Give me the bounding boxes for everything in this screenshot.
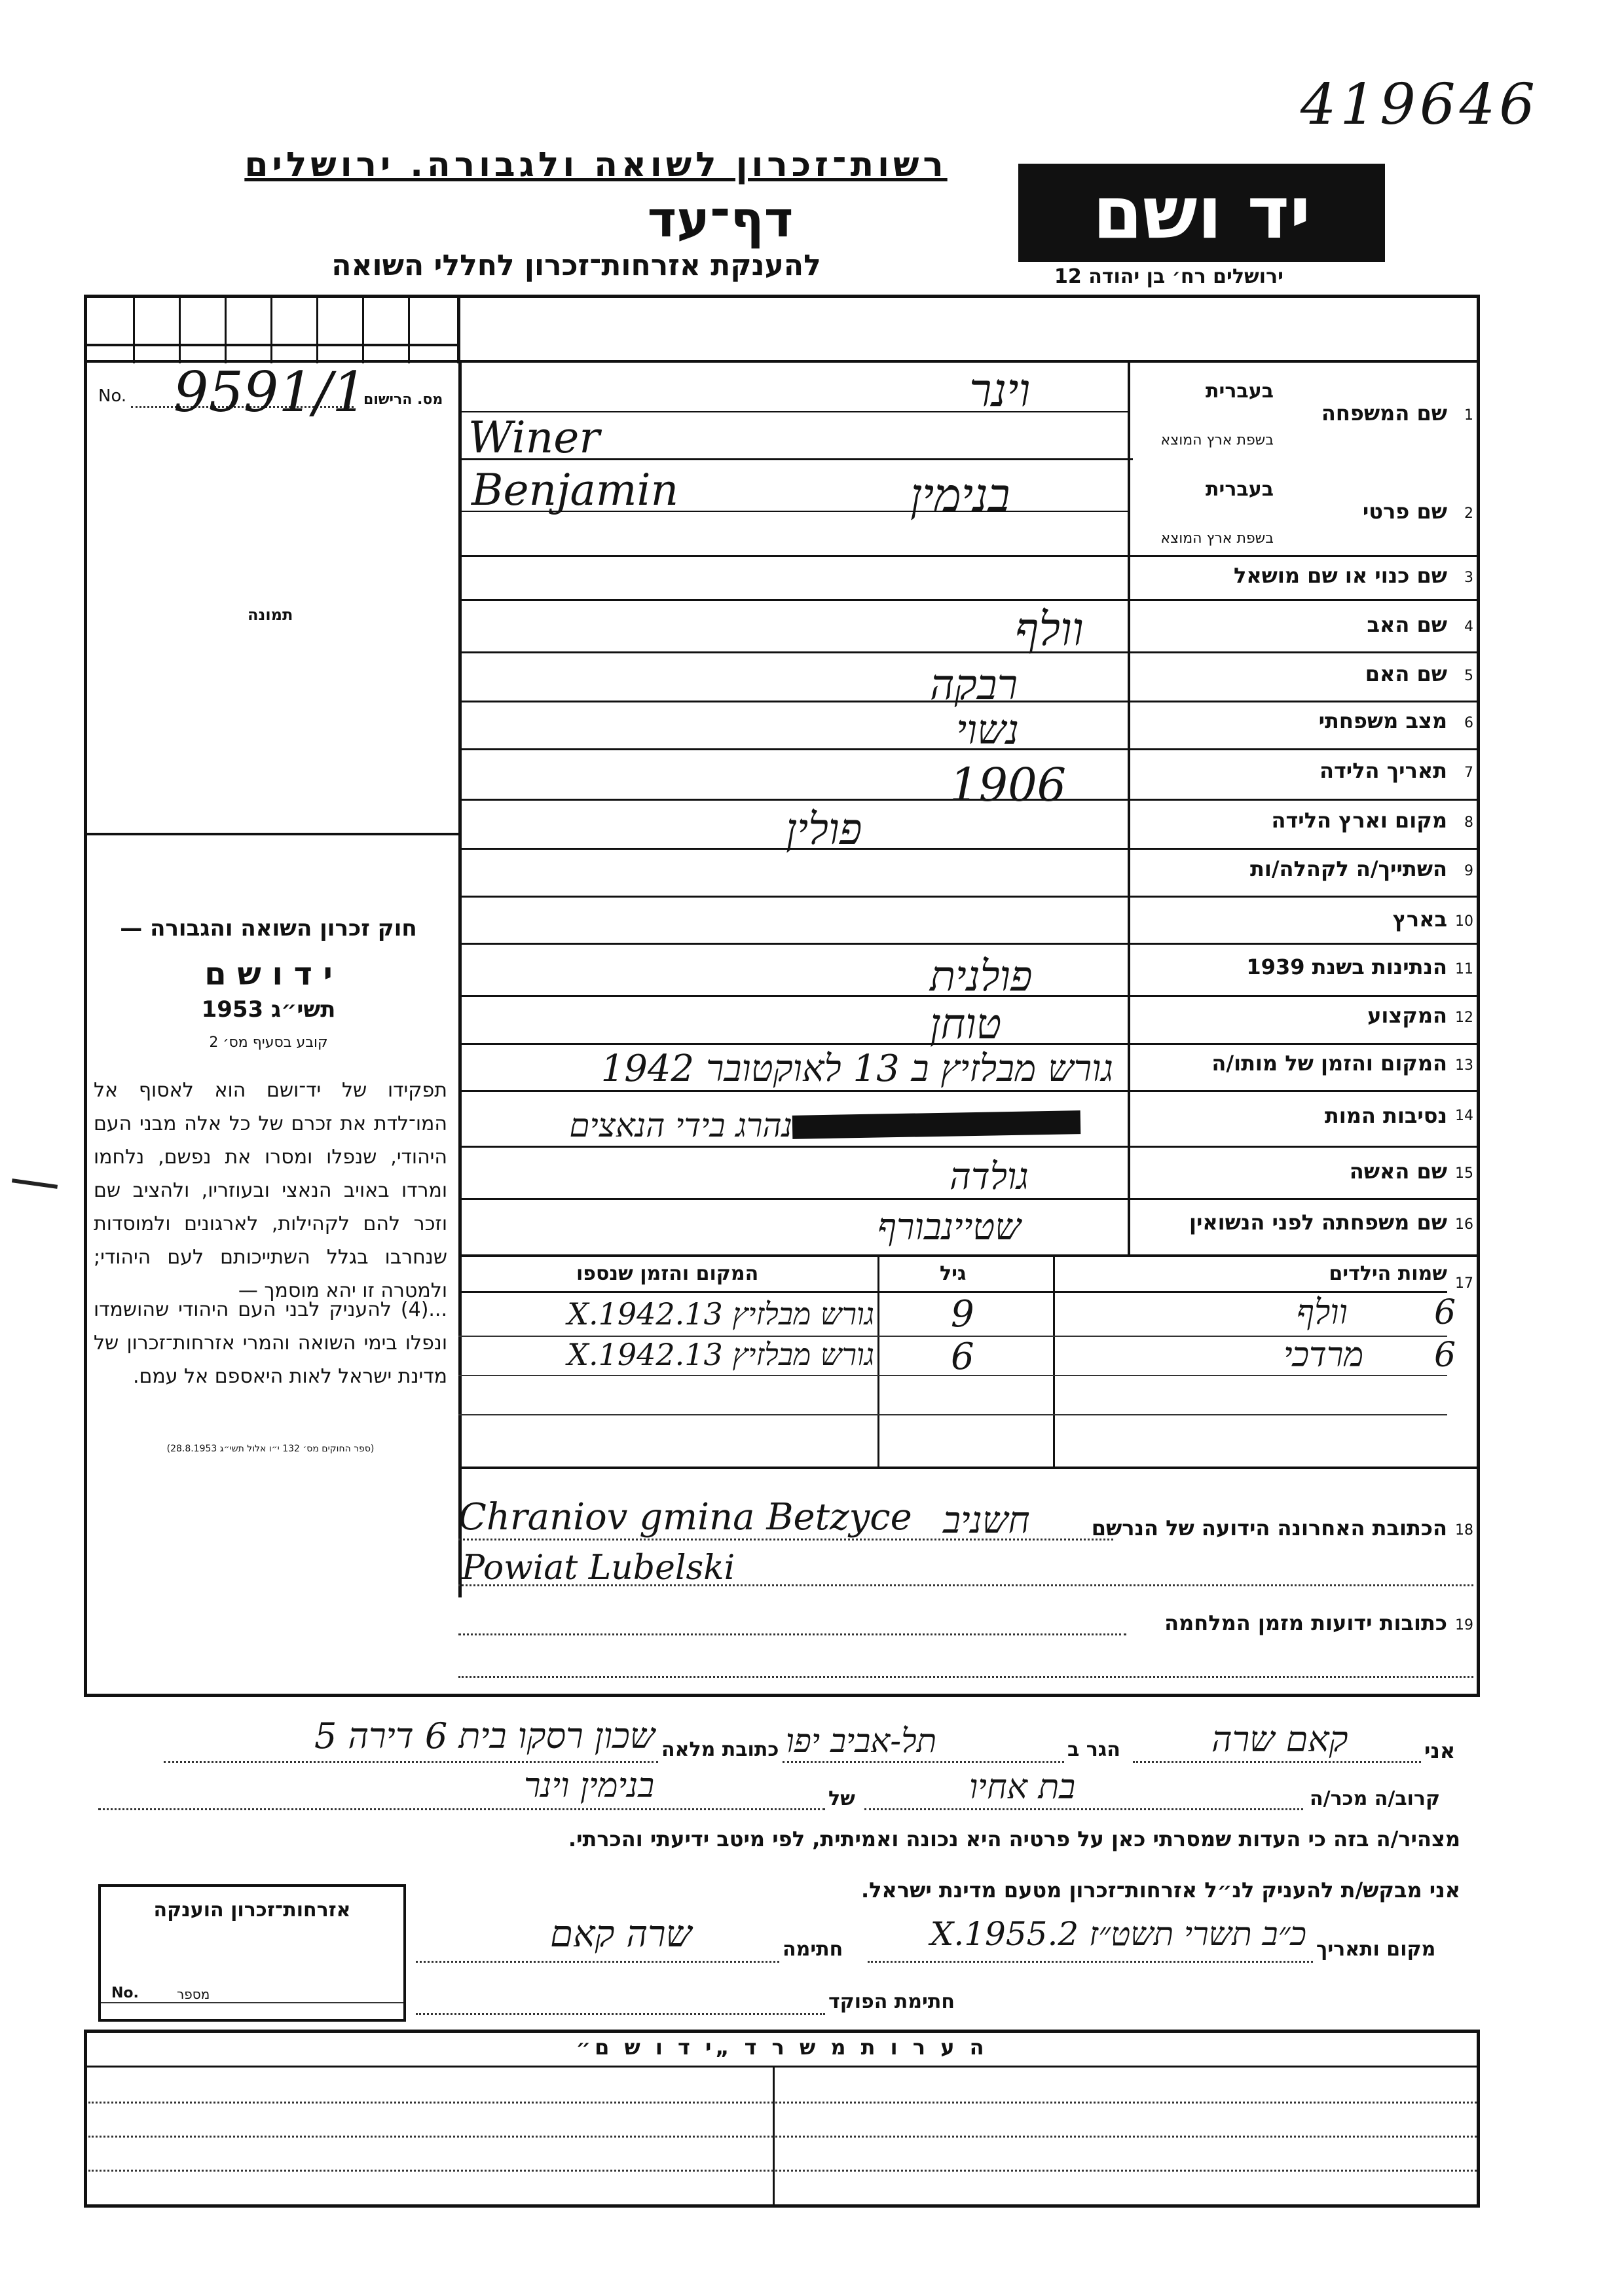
declarant-city: תל-אביב יפו <box>786 1722 937 1760</box>
relation-line <box>864 1808 1303 1810</box>
label-children: שמות הילדים <box>1329 1262 1447 1285</box>
of-name-line <box>98 1808 825 1810</box>
row-number-5: 5 <box>1464 668 1473 684</box>
label-country: בארץ <box>1392 907 1447 932</box>
row-line-14 <box>458 1146 1477 1148</box>
address-line: ירושלים רח׳ בן יהודה 12 <box>1054 265 1283 288</box>
row-line-15 <box>458 1198 1477 1200</box>
value-first-he: בנימין <box>910 468 1010 522</box>
value-death: גורש מבלזיץ ב 13 לאוקטובר 1942 <box>600 1048 1113 1090</box>
value-circumstances: נהרג בידי הנאצים <box>569 1106 792 1144</box>
law-paragraph-1: תפקידו של יד־ושם הוא לאסוף אל המו־לדת את זכרם של כל אלה מבני העם היהודי, שנפלו ומסרו את נפשם, נלחמו ומרדו באויב הנאצי ובעוזריו, ולהציב שם וזכר להם לקהילות, לארגונים ולמוסדות שנחרבו בגלל השתייכותם לעם היהודי; ולמטרה זו יהא מוסמך — <box>94 1079 447 1302</box>
label-first-name: שם פרטי <box>1362 499 1447 524</box>
redaction-mark <box>792 1110 1081 1139</box>
child-2-place: גורש מבלזיץ 13.X.1942 <box>567 1337 874 1372</box>
row-number-15: 15 <box>1455 1165 1473 1182</box>
row-number-7: 7 <box>1464 765 1473 781</box>
relative-label: קרוב/ה מכר/ה <box>1310 1787 1441 1810</box>
label-community: השתייך/ה לקהלה/ות <box>1249 856 1447 881</box>
form-title: דף־עד <box>647 190 794 248</box>
no-label: No. <box>98 386 127 406</box>
officer-signature-line <box>416 2013 825 2015</box>
row-line-4 <box>458 651 1477 653</box>
granted-title: אזרחות־זכרון הוענקה <box>153 1899 351 1922</box>
office-notes-header-line <box>87 2066 1477 2068</box>
label-circumstances: נסיבות המות <box>1324 1103 1447 1128</box>
child-2-name: מרדכי <box>1283 1336 1364 1375</box>
child-1-index: 6 <box>1434 1293 1456 1332</box>
child-1-place: גורש מבלזיץ 13.X.1942 <box>567 1296 874 1332</box>
declarant-name-line <box>1133 1761 1421 1763</box>
value-address-origin-2: Powiat Lubelski <box>462 1548 735 1588</box>
war-address-line-1 <box>458 1633 1126 1635</box>
label-origin-lang-2: בשפת ארץ המוצא <box>1160 530 1274 547</box>
left-column-divider <box>458 360 462 1597</box>
label-origin-lang-1: בשפת ארץ המוצא <box>1160 432 1274 448</box>
signature-value: שרה קאם <box>550 1913 692 1956</box>
row-line-3 <box>458 599 1477 601</box>
label-father: שם האב <box>1367 612 1447 637</box>
label-in-hebrew-2: בעברית <box>1206 478 1274 501</box>
row-number-13: 13 <box>1455 1057 1473 1074</box>
value-surname-he: וינר <box>969 363 1031 417</box>
label-nickname: שם כנוי או שם מושאל <box>1233 563 1447 588</box>
granted-number-label: מספר <box>177 1986 210 2002</box>
value-birth-date: 1906 <box>950 758 1067 812</box>
declarant-city-line <box>783 1761 1064 1763</box>
photo-label: תמונה <box>248 606 293 624</box>
value-father: וולף <box>1015 602 1084 656</box>
war-address-line-2 <box>458 1676 1473 1678</box>
label-children-age: גיל <box>940 1262 967 1285</box>
margin-mark <box>12 1178 58 1189</box>
label-wife-maiden: שם משפחתה לפני הנשואין <box>1189 1210 1447 1235</box>
law-reference: (ספר החוקים מס׳ 132 י״ו אלול תשי״ג 28.8.1953) <box>166 1444 375 1454</box>
granted-no-label: No. <box>111 1985 139 2001</box>
label-birth-place: מקום וארץ הלידה <box>1271 808 1447 833</box>
label-war-addresses: כתובות ידועות מזמן המלחמה <box>1164 1611 1447 1635</box>
row-number-18: 18 <box>1455 1522 1473 1539</box>
signature-label: חתימה <box>783 1938 843 1961</box>
value-wife: גולדה <box>950 1156 1029 1198</box>
place-date-label: מקום ותאריך <box>1316 1938 1436 1961</box>
label-wife: שם האשה <box>1349 1159 1447 1184</box>
row-number-3: 3 <box>1464 570 1473 586</box>
officer-signature-label: חתימת הפוקד <box>828 1990 955 2013</box>
document-number: 419646 <box>1300 72 1539 137</box>
row-number-10: 10 <box>1455 913 1473 930</box>
label-death: המקום והזמן של מותו/ה <box>1211 1051 1447 1076</box>
value-address-he: חשניב <box>943 1499 1030 1542</box>
law-section: קובע בסעיף מס׳ 2 <box>209 1034 328 1051</box>
row-number-9: 9 <box>1464 863 1473 879</box>
authority-line: רשות־זכרון לשואה ולגבורה. ירושלים <box>244 145 948 185</box>
value-address-origin-1: Chraniov gmina Betzyce <box>458 1496 912 1539</box>
child-2-age: 6 <box>951 1336 974 1378</box>
label-birth-date: תאריך הלידה <box>1319 758 1447 783</box>
row-number-17: 17 <box>1455 1275 1473 1292</box>
full-address-label: כתובת מלאה <box>661 1738 779 1761</box>
row-number-8: 8 <box>1464 814 1473 831</box>
full-address-value: שכון רסקו בית 6 דירה 5 <box>314 1715 655 1757</box>
declarant-resides: הגר ב <box>1067 1738 1120 1761</box>
place-date-line <box>868 1961 1313 1963</box>
photo-box-bottom <box>87 833 458 835</box>
value-profession: טוחן <box>930 1000 1002 1049</box>
label-children-place: המקום והזמן שנספו <box>576 1262 759 1285</box>
children-col-divider-2 <box>1053 1257 1055 1467</box>
signature-line <box>416 1961 779 1963</box>
declarant-ani: אני <box>1424 1738 1456 1763</box>
label-column-divider <box>1128 360 1130 1257</box>
office-notes-title: ה ע ר ו ת מ ש ר ד „י ד ו ש ם״ <box>576 2035 988 2060</box>
child-1-name: וולף <box>1297 1293 1348 1332</box>
of-name-value: בנימין וינר <box>524 1766 655 1806</box>
value-surname-origin: Winer <box>468 412 600 463</box>
law-year: תשי״ג 1953 <box>201 996 336 1023</box>
value-mother: רבקה <box>930 661 1018 710</box>
children-bottom-line <box>458 1467 1477 1469</box>
request-text: אני מבקש/ת להעניק לנ״ל אזרחות־זכרון מטעם מדינת ישראל. <box>861 1878 1460 1903</box>
office-notes-line-1 <box>88 2102 1477 2104</box>
value-first-origin: Benjamin <box>471 465 679 515</box>
label-citizenship-1939: הנתינות בשנת 1939 <box>1246 955 1447 979</box>
child-1-age: 9 <box>951 1293 974 1336</box>
relation-value: בת אחיו <box>969 1768 1076 1807</box>
value-marital: נשוי <box>956 706 1020 754</box>
law-heading: חוק זכרון השואה והגבורה — <box>120 915 417 941</box>
reg-label: מס. הרישום <box>363 392 443 408</box>
declaration-text: מצהיר/ה בזה כי העדות שמסרתי כאן על פרטיה היא נכונה ואמיתית, לפי מיטב ידיעתי והכרתי. <box>568 1827 1460 1851</box>
row-number-11: 11 <box>1455 961 1473 977</box>
row-number-6: 6 <box>1464 715 1473 731</box>
child-2-index: 6 <box>1434 1336 1456 1375</box>
value-wife-maiden: שטיינבורף <box>877 1206 1021 1248</box>
granted-inner-line <box>101 2002 403 2003</box>
full-address-line <box>164 1761 658 1763</box>
office-notes-line-2 <box>88 2136 1477 2138</box>
row-number-19: 19 <box>1455 1617 1473 1633</box>
row-number-1: 1 <box>1464 407 1473 424</box>
row-line-8 <box>458 848 1477 850</box>
row-line-10 <box>458 943 1477 945</box>
office-notes-line-3 <box>88 2170 1477 2172</box>
row-line-9 <box>458 896 1477 898</box>
row-number-2: 2 <box>1464 505 1473 522</box>
label-in-hebrew-1: בעברית <box>1206 380 1274 403</box>
label-surname: שם המשפחה <box>1321 401 1447 426</box>
value-citizenship: פולנית <box>930 953 1033 1001</box>
place-date-value: כ״ב תשרי תשט״ז 2.X.1955 <box>930 1915 1306 1953</box>
yad-vashem-logo: יד ושם <box>1018 164 1385 262</box>
office-notes-divider <box>773 2066 775 2204</box>
registration-number: 9591/1 <box>174 360 367 424</box>
value-birth-place: פולין <box>786 804 862 854</box>
row-number-12: 12 <box>1455 1010 1473 1026</box>
of-label: של <box>828 1787 855 1810</box>
label-marital-status: מצב משפחתי <box>1318 708 1447 733</box>
row-line-16 <box>458 1254 1477 1257</box>
row-number-4: 4 <box>1464 619 1473 635</box>
code-boxes <box>87 298 460 363</box>
children-row-line-3 <box>458 1414 1447 1415</box>
row-line-2 <box>458 555 1477 557</box>
label-mother: שם האם <box>1365 661 1447 686</box>
row-line-13 <box>458 1090 1477 1092</box>
label-last-address: הכתובת האחרונה הידועה של הנרשם <box>1091 1516 1447 1540</box>
form-subtitle: להענקת אזרחות־זכרון לחללי השואה <box>331 249 821 282</box>
row-number-16: 16 <box>1455 1216 1473 1233</box>
law-paragraph-2: ...(4) להעניק לבני העם היהודי שהושמדו ונפלו בימי השואה והמרי אזרחות־זכרון של מדינת ישראל לאות היאספם אל עמם. <box>94 1298 447 1388</box>
declarant-name: קאם שרה <box>1211 1719 1348 1760</box>
label-profession: המקצוע <box>1367 1003 1447 1028</box>
law-name: י ד ו ש ם <box>204 956 333 993</box>
children-col-divider-1 <box>877 1257 879 1467</box>
row-number-14: 14 <box>1455 1108 1473 1124</box>
